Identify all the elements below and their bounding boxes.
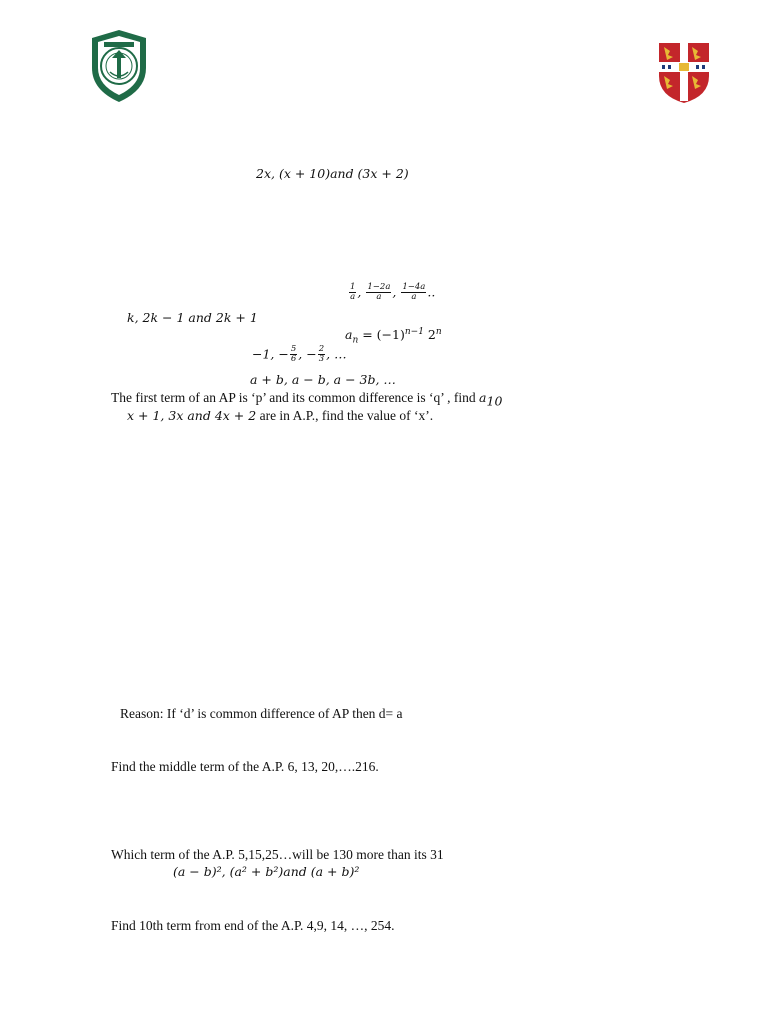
question-first-term-sub: 10	[486, 393, 503, 409]
math-nth-term	[345, 327, 442, 346]
question-find-x	[127, 408, 433, 424]
neg-frac-2	[318, 345, 325, 365]
question-tenth-term-text: Find 10th term from end of the A.P. 4,9, 14, …, 254.	[111, 918, 395, 933]
math-squares-text: (a − b)², (a² + b²)and (a + b)²	[173, 864, 360, 879]
frac-2	[366, 283, 391, 303]
math-terms-k-text: k, 2k − 1 and 2k + 1	[127, 310, 258, 325]
neg-frac-1-num: 5	[290, 344, 297, 354]
frac-3-den: a	[411, 292, 417, 303]
university-arms-logo	[658, 42, 710, 104]
question-find-x-text: are in A.P., find the value of ‘x’.	[256, 408, 434, 423]
frac-1-num: 1	[350, 282, 356, 292]
frac-2-num: 1−2a	[367, 282, 391, 292]
question-middle-term-text: Find the middle term of the A.P. 6, 13, 20,….216.	[111, 759, 379, 774]
math-terms-k	[127, 310, 258, 325]
neg-frac-1-den: 6	[290, 354, 297, 365]
nth-eq: = (−1)	[358, 327, 405, 343]
math-terms-ab-text: a + b, a − b, a − 3b, …	[250, 372, 396, 387]
neg-frac-2-num: 2	[318, 344, 325, 354]
question-first-term-text: The first term of an AP is ‘p’ and its common difference is ‘q’ , find	[111, 390, 480, 405]
frac-2-den: a	[376, 292, 382, 303]
nth-sup1: n−1	[404, 327, 424, 337]
frac-tail: ..	[427, 284, 436, 300]
neg-mid: , −	[298, 346, 317, 362]
question-first-term	[111, 390, 502, 409]
frac-1-den: a	[350, 292, 356, 303]
question-first-term-var: a	[479, 390, 487, 405]
neg-frac-2-den: 3	[318, 354, 325, 365]
question-tenth-term	[111, 918, 395, 934]
reason-text: Reason: If ‘d’ is common difference of AP then d= a	[120, 706, 403, 721]
school-crest-logo	[88, 28, 150, 104]
nth-sup2: n	[435, 327, 442, 337]
math-fractions-a: $\frac{1}{a}$ , $\frac{1-2a}{a}$ , $\frac{1-4a}{a}$ ..	[350, 282, 436, 303]
nth-base: a	[345, 327, 353, 343]
nth-sub: n	[352, 335, 359, 346]
question-middle-term	[111, 759, 379, 775]
question-which-term	[111, 847, 444, 863]
reason-line	[120, 706, 403, 722]
nth-tail: 2	[423, 327, 436, 343]
frac-3-num: 1−4a	[402, 282, 426, 292]
frac-1	[349, 283, 356, 303]
question-find-x-math: x + 1, 3x and 4x + 2	[127, 408, 257, 423]
neg-tail: , …	[326, 346, 347, 362]
math-squares	[173, 864, 359, 879]
neg-frac-1	[290, 345, 297, 365]
neg-head: −1, −	[252, 346, 289, 362]
math-negative-fractions	[252, 345, 347, 365]
math-terms-x	[256, 166, 409, 181]
math-terms-ab	[250, 372, 396, 387]
question-which-term-text: Which term of the A.P. 5,15,25…will be 130 more than its 31	[111, 847, 444, 862]
frac-3	[401, 283, 426, 303]
math-terms-x-text: 2x, (x + 10)and (3x + 2)	[256, 166, 409, 181]
